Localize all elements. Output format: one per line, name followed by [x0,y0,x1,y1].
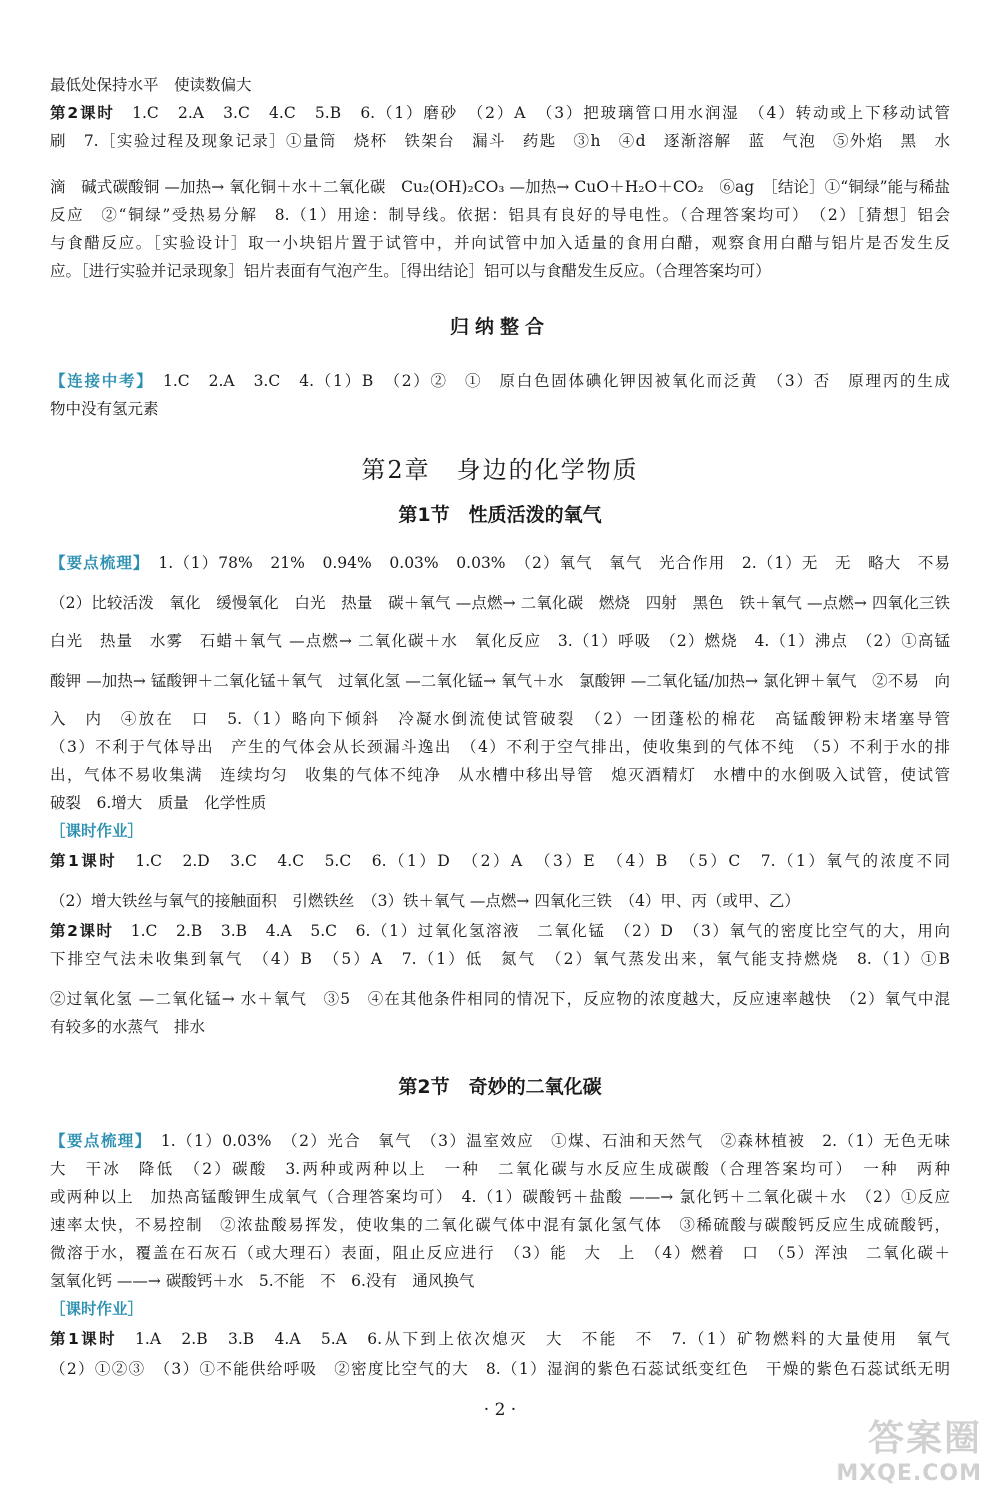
answer-line [50,706,950,732]
watermark-url: MXQE.COM [836,1461,982,1486]
answer-line [50,1268,950,1294]
answer-line [50,1326,950,1352]
answer-text: 或两种以上 加热高锰酸钾生成氧气（合理答案均可） 4.（1）碳酸钙＋盐酸 ——→ 氯化钙＋二氧化碳＋水 （2）①反应 [50,1188,950,1206]
lesson-label: 第2课时 [50,104,115,122]
answer-line [50,818,950,844]
answer-line [50,550,950,576]
answer-line [50,72,950,98]
watermark-logo: 答案圈 [867,1418,982,1459]
answer-text: 刷 7.［实验过程及现象记录］①量筒 烧杯 铁架台 漏斗 药匙 ③h ④d 逐渐溶解 蓝 气泡 ⑤外焰 黑 水 [50,132,950,150]
answer-text: 出，气体不易收集满 连续均匀 收集的气体不纯净 从水槽中移出导管 熄灭酒精灯 水槽中的水倒吸入试管，使试管 [50,766,950,784]
answer-text: 1.C 2.D 3.C 4.C 5.C 6.（1）D （2）A （3）E （4）B （5）C 7.（1）氧气的浓度不同 [135,852,950,870]
answer-line [50,1296,950,1322]
answer-text: （2）比较活泼 氧化 缓慢氧化 白光 热量 碳＋氧气 —点燃→ 二氧化碳 燃烧 四射 黑色 铁＋氧气 —点燃→ 四氧化三铁 [50,594,950,612]
answer-line [50,1014,950,1040]
answer-text: 氢氧化钙 ——→ 碳酸钙＋水 5.不能 不 6.没有 通风换气 [50,1272,475,1290]
lesson-label: 第1课时 [50,852,118,870]
answer-text: 有较多的水蒸气 排水 [50,1018,206,1036]
answer-text: 下排空气法未收集到氧气 （4）B （5）A 7.（1）低 氮气 （2）氧气蒸发出来，氧气能支持燃烧 8.（1）①B [50,950,950,968]
answer-line [50,986,950,1012]
answer-text: 速率太快，不易控制 ②浓盐酸易挥发，使收集的二氧化碳气体中混有氯化氢气体 ③稀硫酸与碳酸钙反应生成硫酸钙， [50,1216,950,1234]
answer-text: ②过氧化氢 —二氧化锰→ 水＋氧气 ③5 ④在其他条件相同的情况下，反应物的浓度越大，反应速率越快 （2）氧气中混 [50,990,950,1008]
node-heading-2: 第2节 奇妙的二氧化碳 [398,1076,602,1098]
section-tag: 【要点梳理】 [50,554,142,572]
answer-text: 与食醋反应。［实验设计］取一小块铝片置于试管中，并向试管中加入适量的食用白醋，观察食用白醋与铝片是否发生反 [50,234,950,252]
chapter-heading: 第2章 身边的化学物质 [361,456,639,484]
answer-line [50,100,950,126]
lesson-label: 第1课时 [50,1330,118,1348]
answer-line [50,396,950,422]
answer-line [50,918,950,944]
answer-line [50,628,950,654]
lesson-label: 第2课时 [50,922,114,940]
answer-text: 1.C 2.A 3.C 4.C 5.B 6.（1）磨砂 （2）A （3）把玻璃管口用水润湿 （4）转动或上下移动试管 [132,104,950,122]
answer-text: 反应 ②“铜绿”受热易分解 8.（1）用途：制导线。依据：铝具有良好的导电性。（合理答案均可） （2）［猜想］铝会 [50,206,950,224]
answer-line [50,1184,950,1210]
watermark [836,1410,982,1486]
answer-text: （2）增大铁丝与氧气的接触面积 引燃铁丝 （3）铁＋氧气 —点燃→ 四氧化三铁 （4）甲、丙（或甲、乙） [50,892,800,910]
answer-line [50,1356,950,1382]
answer-text: 1.（1）78% 21% 0.94% 0.03% 0.03% （2）氧气 氧气 光合作用 2.（1）无 无 略大 不易 [158,554,950,572]
answer-line [50,1128,950,1154]
section-heading: 归纳整合 [449,316,550,338]
answer-line [50,590,950,616]
answer-text: 滴 碱式碳酸铜 —加热→ 氧化铜＋水＋二氧化碳 Cu₂(OH)₂CO₃ —加热→ CuO＋H₂O＋CO₂ ⑥ag ［结论］①“铜绿”能与稀盐 [50,178,950,196]
section-tag: ［课时作业］ [50,1300,136,1318]
answer-line [50,668,950,694]
page-number: · 2 · [483,1400,517,1420]
answer-line [50,762,950,788]
answer-line [50,368,950,394]
answer-line [50,230,950,256]
answer-line [50,734,950,760]
answer-text: 1.C 2.A 3.C 4.（1）B （2）② ① 原白色固体碘化钾因被氧化而泛黄 （3）否 原理丙的生成 [162,372,950,390]
answer-text: 白光 热量 水雾 石蜡＋氧气 —点燃→ 二氧化碳＋水 氧化反应 3.（1）呼吸 （2）燃烧 4.（1）沸点 （2）①高锰 [50,632,950,650]
answer-text: 1.（1）0.03% （2）光合 氧气 （3）温室效应 ①煤、石油和天然气 ②森林植被 2.（1）无色无味 [160,1132,950,1150]
answer-line [50,174,950,200]
section-tag: 【连接中考】 [50,372,146,390]
answer-line [50,258,950,284]
answer-line [50,888,950,914]
answer-text: （3）不利于气体导出 产生的气体会从长颈漏斗逸出 （4）不利于空气排出，使收集到的气体不纯 （5）不利于水的排 [50,738,950,756]
section-tag: ［课时作业］ [50,822,136,840]
answer-line [50,1212,950,1238]
section-tag: 【要点梳理】 [50,1132,144,1150]
answer-text: 酸钾 —加热→ 锰酸钾＋二氧化锰＋氧气 过氧化氢 —二氧化锰→ 氧气＋水 氯酸钾 —二氧化锰/加热→ 氯化钾＋氧气 ②不易 向 [50,672,950,690]
answer-line [50,1240,950,1266]
answer-line [50,790,950,816]
answer-line [50,128,950,154]
answer-text: 1.C 2.B 3.B 4.A 5.C 6.（1）过氧化氢溶液 二氧化锰 （2）D （3）氧气的密度比空气的大，用向 [130,922,950,940]
node-heading-1: 第1节 性质活泼的氧气 [398,504,602,526]
answer-text: 应。［进行实验并记录现象］铝片表面有气泡产生。［得出结论］铝可以与食醋发生反应。（合理答案均可） [50,262,771,280]
answer-text: 破裂 6.增大 质量 化学性质 [50,794,267,812]
answer-text: 最低处保持水平 使读数偏大 [50,76,252,94]
answer-text: 物中没有氢元素 [50,400,159,418]
answer-text: 入 内 ④放在 口 5.（1）略向下倾斜 冷凝水倒流使试管破裂 （2）一团蓬松的棉花 高锰酸钾粉末堵塞导管 [50,710,950,728]
answer-line [50,848,950,874]
answer-line [50,202,950,228]
answer-text: 1.A 2.B 3.B 4.A 5.A 6.从下到上依次熄灭 大 不能 不 7.（1）矿物燃料的大量使用 氧气 [135,1330,950,1348]
answer-text: 微溶于水，覆盖在石灰石（或大理石）表面，阻止反应进行 （3）能 大 上 （4）燃着 口 （5）浑浊 二氧化碳＋ [50,1244,950,1262]
answer-text: 大 干冰 降低 （2）碳酸 3.两种或两种以上 一种 二氧化碳与水反应生成碳酸（合理答案均可） 一种 两种 [50,1160,950,1178]
answer-text: （2）①②③ （3）①不能供给呼吸 ②密度比空气的大 8.（1）湿润的紫色石蕊试纸变红色 干燥的紫色石蕊试纸无明 [50,1360,950,1378]
answer-line [50,946,950,972]
answer-line [50,1156,950,1182]
